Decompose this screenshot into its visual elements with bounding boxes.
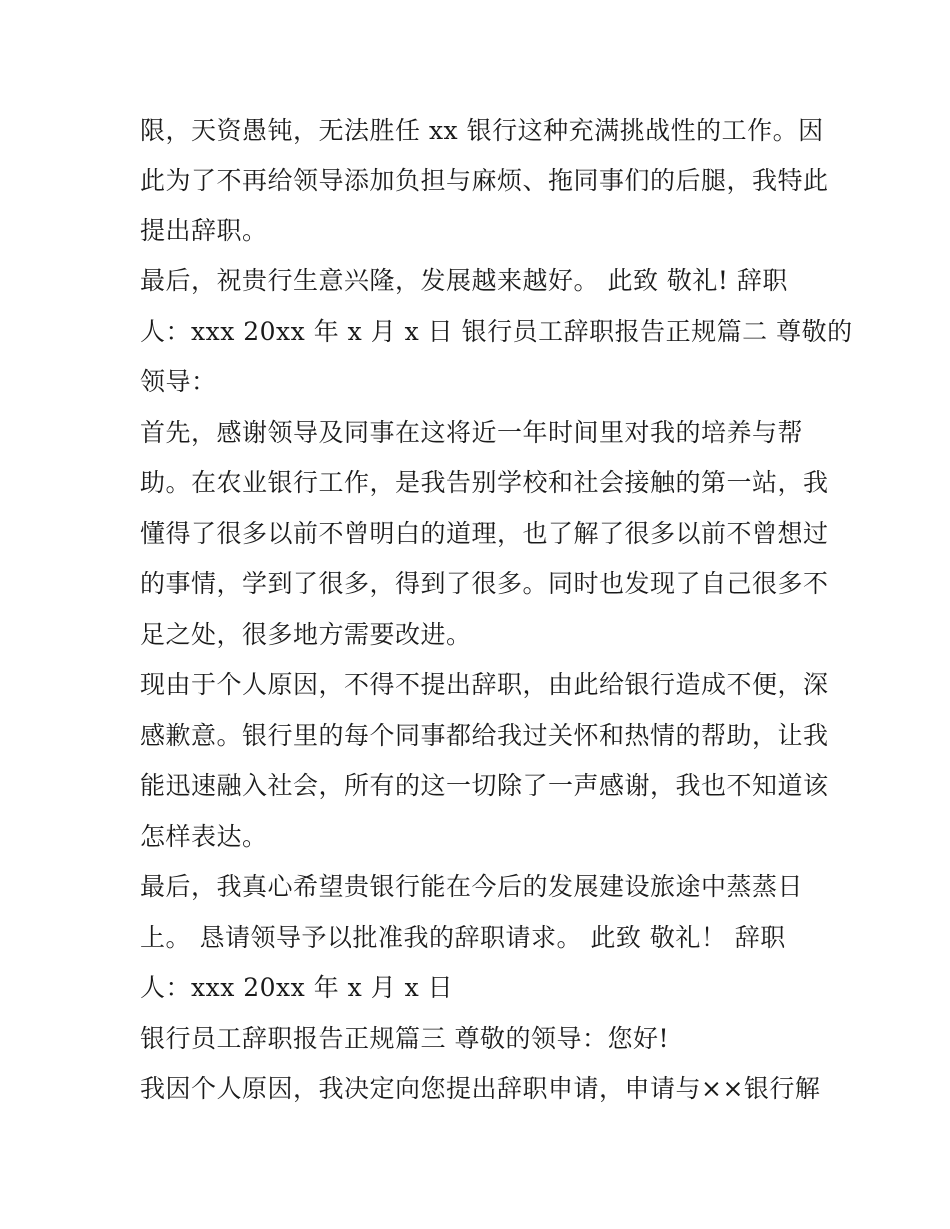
text-line: 提出辞职。 — [140, 216, 268, 245]
text-line: 能迅速融入社会，所有的这一切除了一声感谢，我也不知道该 — [140, 771, 829, 800]
text-line: 此为了不再给领导添加负担与麻烦、拖同事们的后腿，我特此 — [140, 166, 829, 195]
text-line: 最后，我真心希望贵银行能在今后的发展建设旅途中蒸蒸日 — [140, 872, 804, 901]
text-line: 的事情，学到了很多，得到了很多。同时也发现了自己很多不 — [140, 569, 829, 598]
text-line: 现由于个人原因，不得不提出辞职，由此给银行造成不便，深 — [140, 670, 829, 699]
text-line: 懂得了很多以前不曾明白的道理，也了解了很多以前不曾想过 — [140, 519, 829, 548]
section-heading-line: 银行员工辞职报告正规篇三 尊敬的领导：您好! — [140, 1024, 669, 1053]
text-line: 首先，感谢领导及同事在这将近一年时间里对我的培养与帮 — [140, 418, 804, 447]
text-line: 我因个人原因，我决定向您提出辞职申请，申请与××银行解 — [140, 1074, 821, 1103]
text-line: 怎样表达。 — [140, 822, 268, 851]
text-line: 限，天资愚钝，无法胜任 xx 银行这种充满挑战性的工作。因 — [140, 116, 824, 145]
text-line: 领导： — [140, 367, 217, 396]
text-line: 足之处，很多地方需要改进。 — [140, 620, 472, 649]
text-line: 人：xxx 20xx 年 x 月 x 日 银行员工辞职报告正规篇二 尊敬的 — [140, 317, 853, 346]
text-line: 感歉意。银行里的每个同事都给我过关怀和热情的帮助，让我 — [140, 721, 829, 750]
text-line: 人：xxx 20xx 年 x 月 x 日 — [140, 973, 454, 1002]
text-line: 最后，祝贵行生意兴隆，发展越来越好。 此致 敬礼! 辞职 — [140, 266, 788, 295]
text-line: 上。 恳请领导予以批准我的辞职请求。 此致 敬礼！ 辞职 — [140, 923, 786, 952]
text-line: 助。在农业银行工作，是我告别学校和社会接触的第一站，我 — [140, 468, 829, 497]
